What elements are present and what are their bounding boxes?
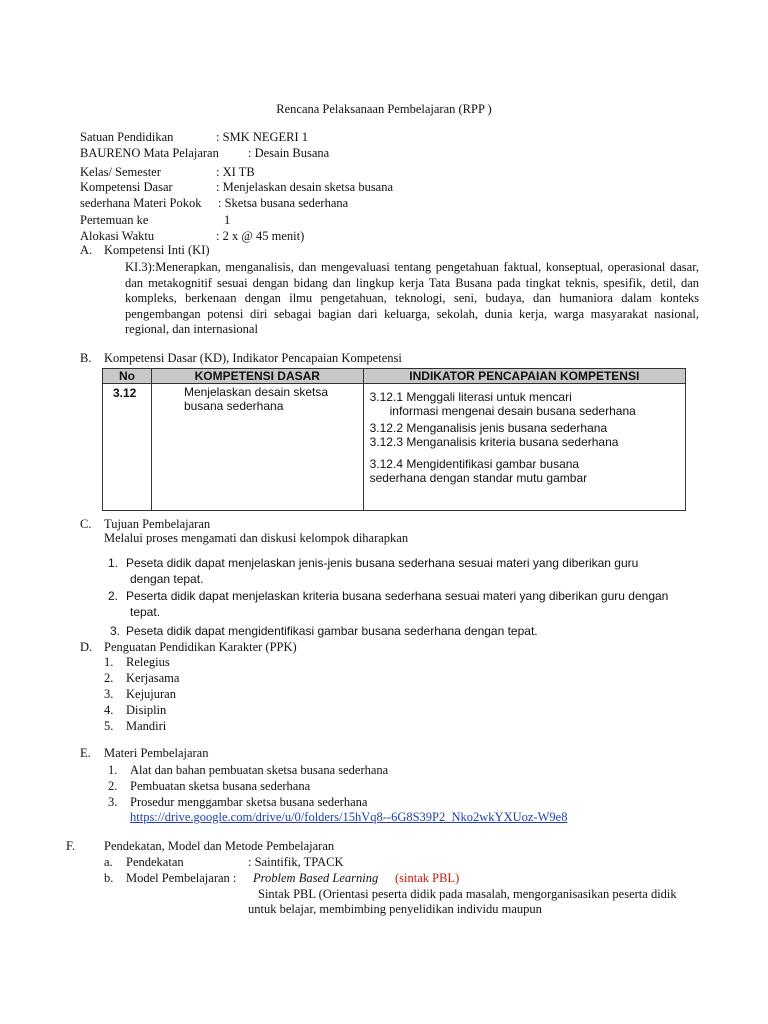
table-row [103,384,686,511]
materi-item-1: Alat dan bahan pembuatan sketsa busana sederhana [130,763,389,777]
model-note: (sintak PBL) [395,871,460,885]
section-e-heading: Materi Pembelajaran [104,746,209,760]
kd-table [102,368,686,511]
indicator-1-line-2: informasi mengenai desain busana sederhana [389,404,636,418]
ppk-item-5: Mandiri [126,719,167,733]
label-kompetensi-dasar: Kompetensi Dasar [80,180,173,194]
cell-indikator [363,384,685,511]
model-value: Problem Based Learning [253,871,379,885]
header-indikator: INDIKATOR PENCAPAIAN KOMPETENSI [363,369,685,384]
section-a-heading: Kompetensi Inti (KI) [104,243,210,257]
value-pertemuan: 1 [224,213,231,227]
tujuan-item-2-line-1: Peserta didik dapat menjelaskan kriteria busana sederhana sesuai materi yang diberikan guru dengan [126,589,669,603]
indicator-3: 3.12.3 Menganalisis kriteria busana sederhana [369,435,619,449]
section-f-marker: F. [66,839,76,853]
cell-no-value: 3.12 [113,386,137,400]
ppk-item-4: Disiplin [126,703,167,717]
section-a-marker: A. [80,243,93,257]
value-satuan-pendidikan: : SMK NEGERI 1 [216,130,309,144]
kd-line-2: busana sederhana [183,399,284,413]
materi-item-2: Pembuatan sketsa busana sederhana [130,779,311,793]
materi-item-3: Prosedur menggambar sketsa busana sederhana [130,795,368,809]
document-title: Rencana Pelaksanaan Pembelajaran (RPP ) [276,102,492,116]
cell-kd [151,384,363,511]
tujuan-item-2-line-2: tepat. [130,605,161,619]
label-pertemuan: Pertemuan ke [80,213,149,227]
pendekatan-label: Pendekatan [126,855,184,869]
section-b-heading: Kompetensi Dasar (KD), Indikator Pencapaian Kompetensi [104,351,402,365]
indicator-4-line-2: sederhana dengan standar mutu gambar [369,471,588,485]
section-e-marker: E. [80,746,91,760]
tujuan-item-1-line-2: dengan tepat. [130,572,204,586]
ppk-number-1: 1. [104,655,114,669]
label-materi-pokok: sederhana Materi Pokok [80,196,202,210]
ppk-number-5: 5. [104,719,114,733]
value-alokasi-waktu: : 2 x @ 45 menit) [216,229,305,243]
indicator-4-line-1: 3.12.4 Mengidentifikasi gambar busana [369,457,580,471]
section-b-marker: B. [80,351,92,365]
model-marker: b. [104,871,114,885]
tujuan-item-3-line-1: Peseta didik dapat mengidentifikasi gambar busana sederhana dengan tepat. [126,624,538,638]
tujuan-number-2: 2. [108,589,119,603]
ppk-item-2: Kerjasama [126,671,180,685]
value-materi-pokok: : Sketsa busana sederhana [218,196,349,210]
ppk-number-3: 3. [104,687,114,701]
tujuan-number-3: 3. [110,624,121,638]
tujuan-item-1-line-1: Peseta didik dapat menjelaskan jenis-jenis busana sederhana sesuai materi yang diberikan guru [126,556,639,570]
header-no: No [103,369,152,384]
cell-no [103,384,152,511]
header-kompetensi-dasar: KOMPETENSI DASAR [151,369,363,384]
kd-line-1: Menjelaskan desain sketsa [183,385,329,399]
ppk-item-3: Kejujuran [126,687,176,701]
ppk-number-4: 4. [104,703,114,717]
section-c-intro: Melalui proses mengamati dan diskusi kelompok diharapkan [104,531,409,545]
ki-paragraph: KI.3):Menerapkan, menganalisis, dan mengevaluasi tentang pengetahuan faktual, konseptual, operasional dasar, dan metakognitif sesuai dengan bidang dan lingkup kerja Tata Busana pada tingkat teknis, spesifik, detil, dan kompleks, berkenaan dengan ilmu pengetahuan, teknologi, seni, budaya, dan humaniora dalam konteks pengembangan potensi diri sebagai bagian dari keluarga, sekolah, dunia kerja, warga masyarakat nasional, regional, dan internasional [125,260,699,337]
pendekatan-marker: a. [104,855,113,869]
sintak-line-1: Sintak PBL (Orientasi peserta didik pada masalah, mengorganisasikan peserta didik [258,887,677,901]
materi-drive-link[interactable]: https://drive.google.com/drive/u/0/folders/15hVq8--6G8S39P2_Nko2wkYXUoz-W9e8 [130,810,568,824]
model-label: Model Pembelajaran : [126,871,237,885]
label-mata-pelajaran: BAURENO Mata Pelajaran [80,146,219,160]
section-d-heading: Penguatan Pendidikan Karakter (PPK) [104,640,297,654]
tujuan-number-1: 1. [108,556,119,570]
sintak-line-2: untuk belajar, membimbing penyelidikan individu maupun [248,902,542,916]
materi-number-1: 1. [108,763,118,777]
section-c-heading: Tujuan Pembelajaran [104,517,211,531]
pendekatan-value: : Saintifik, TPACK [248,855,344,869]
value-kompetensi-dasar: : Menjelaskan desain sketsa busana [216,180,394,194]
materi-number-2: 2. [108,779,118,793]
indicator-1-line-1: 3.12.1 Menggali literasi untuk mencari [369,390,572,404]
section-f-heading: Pendekatan, Model dan Metode Pembelajaran [104,839,335,853]
section-c-marker: C. [80,517,92,531]
label-kelas-semester: Kelas/ Semester [80,165,161,179]
label-alokasi-waktu: Alokasi Waktu [80,229,155,243]
kd-table-header-row [103,369,686,384]
value-mata-pelajaran: : Desain Busana [248,146,330,160]
label-satuan-pendidikan: Satuan Pendidikan [80,130,174,144]
indicator-2: 3.12.2 Menganalisis jenis busana sederhana [369,421,608,435]
ppk-item-1: Relegius [126,655,170,669]
value-kelas-semester: : XI TB [216,165,255,179]
section-d-marker: D. [80,640,93,654]
materi-number-3: 3. [108,795,118,809]
ppk-number-2: 2. [104,671,114,685]
